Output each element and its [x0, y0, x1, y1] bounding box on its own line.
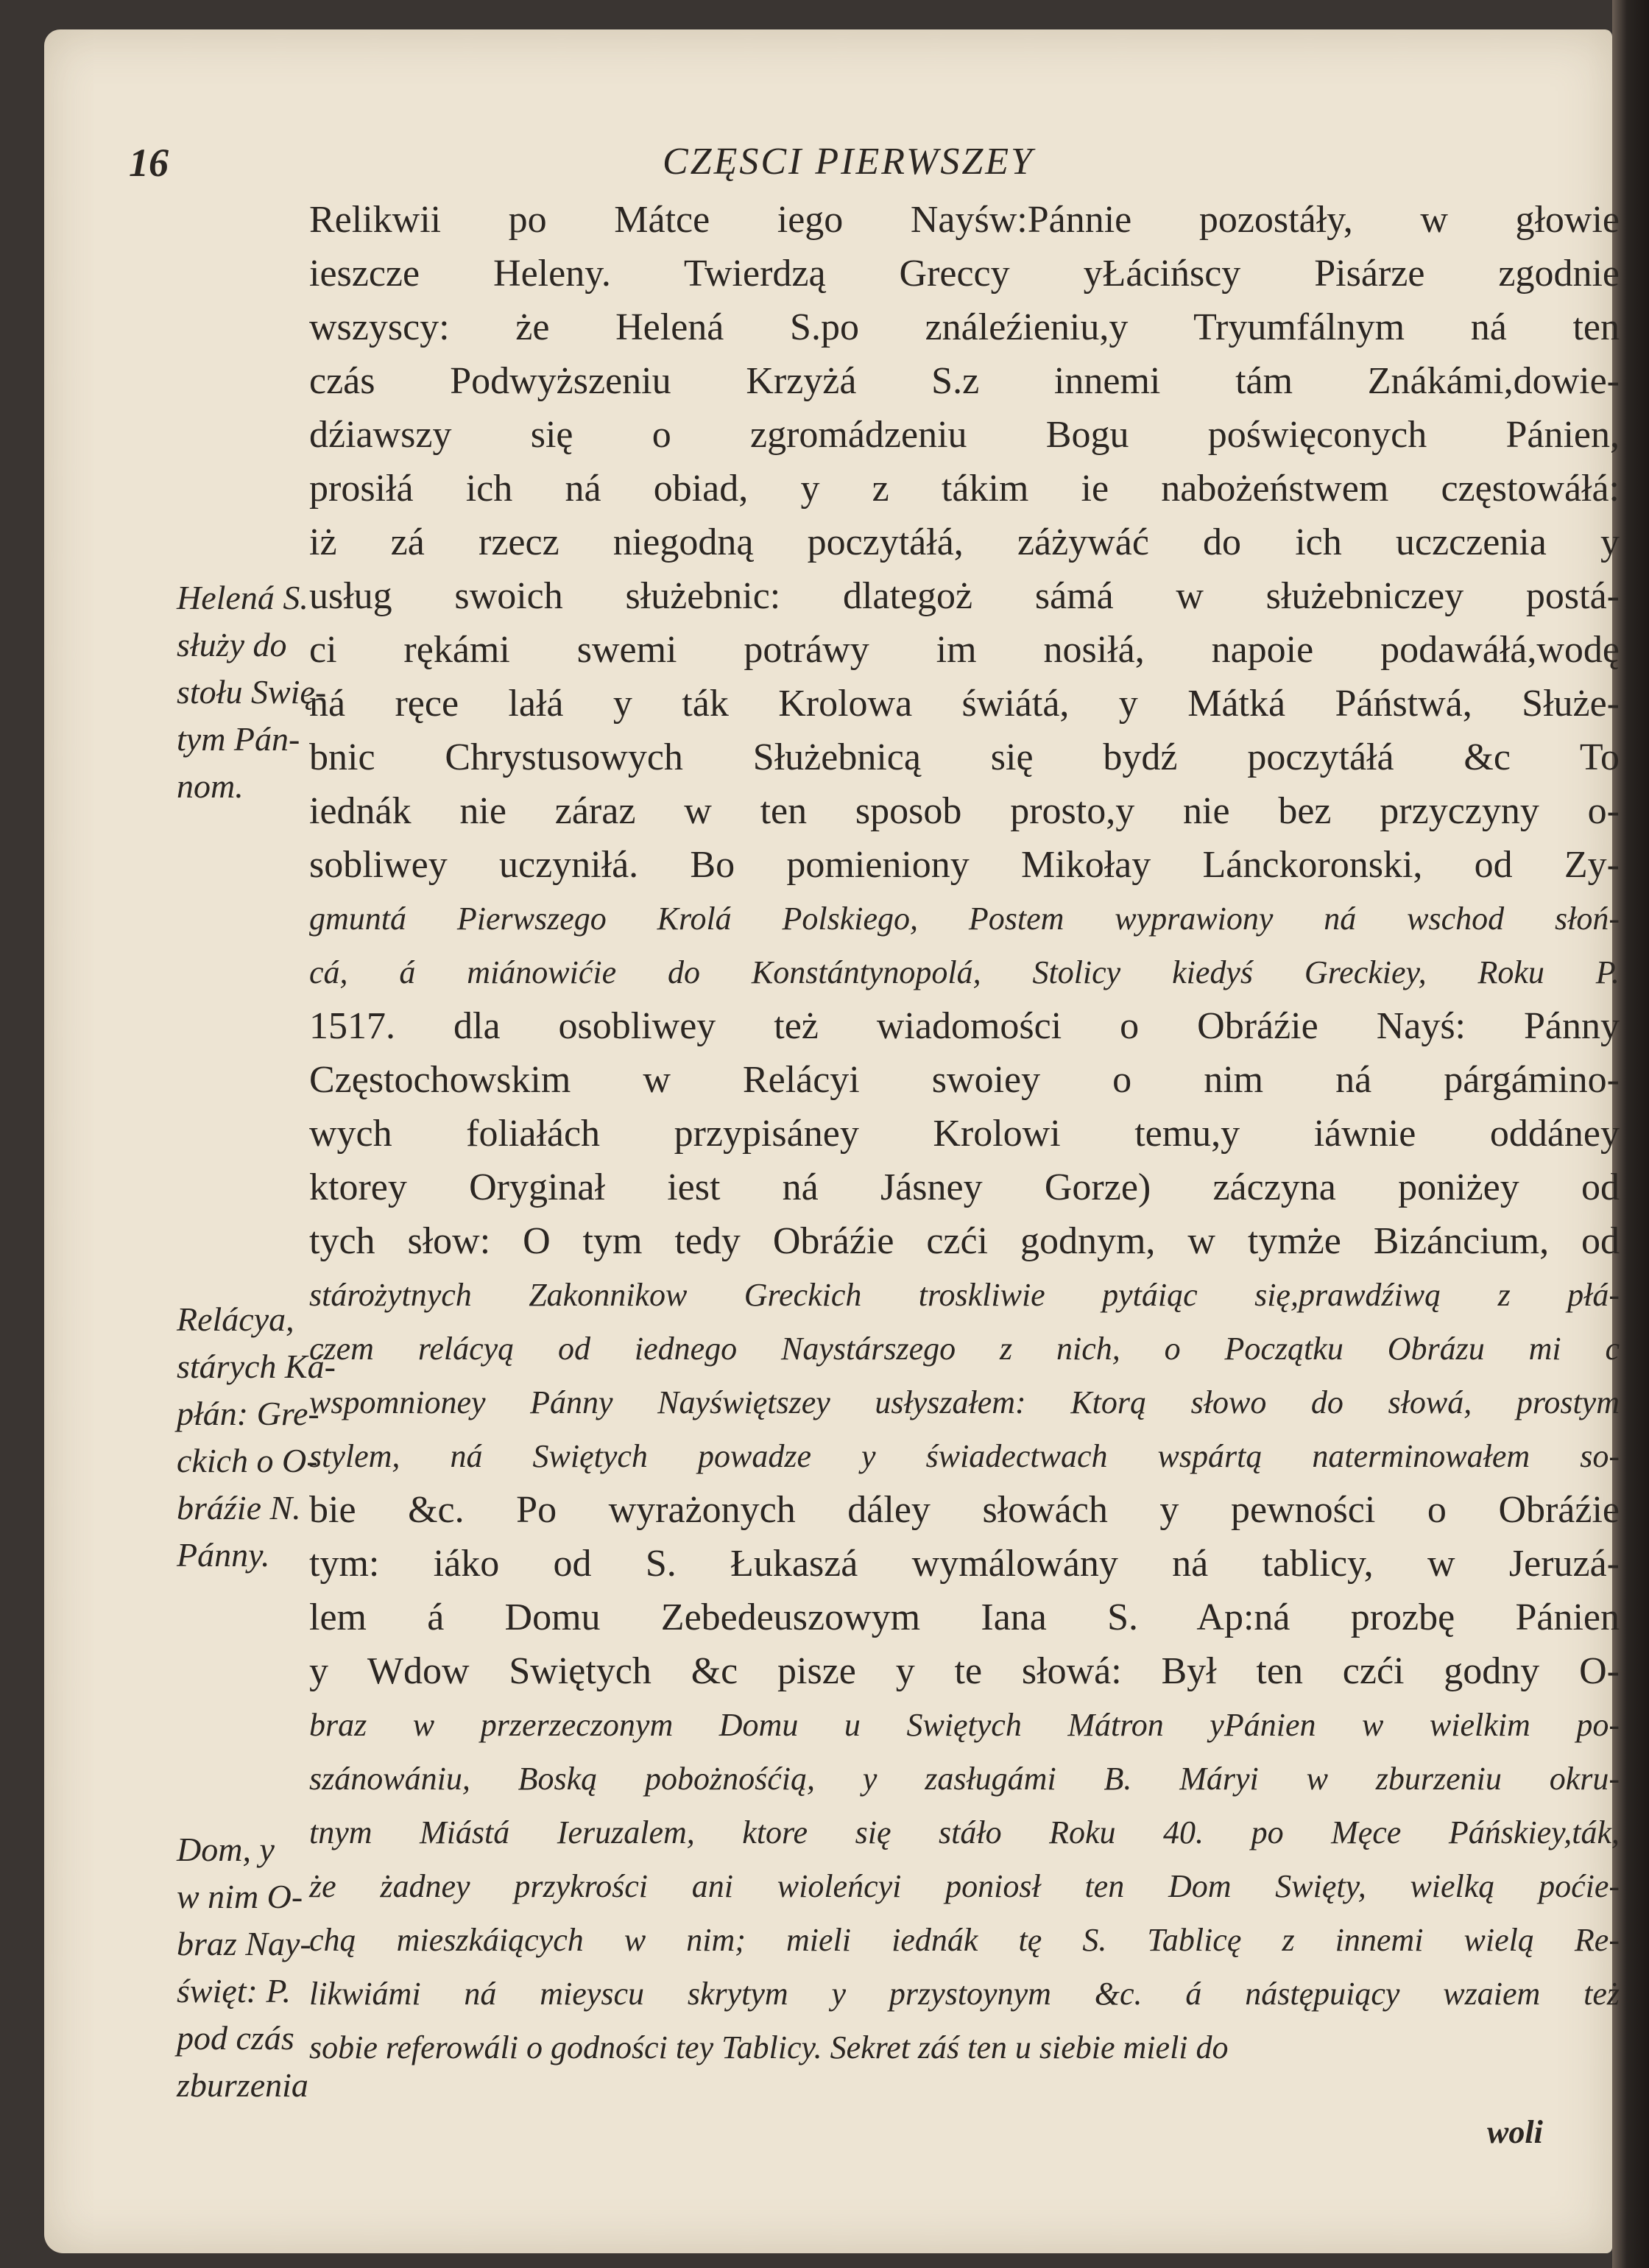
text-line: usług swoich służebnic: dlategoż sámá w służebniczey postá- — [309, 575, 1620, 617]
text-line: wszyscy: że Helená S.po ználeźieniu,y Tryumfálnym ná ten — [309, 306, 1620, 348]
text-line: ná ręce lałá y ták Krolowa świátá, y Mátká Páństwá, Służe- — [309, 683, 1620, 725]
text-line: wspomnioney Pánny Nayświętszey usłyszałem: Ktorą słowo do słowá, prostym — [309, 1384, 1620, 1420]
text-line: stylem, ná Swiętych powadze y świadectwach wspártą naterminowałem so- — [309, 1438, 1620, 1474]
margin-note-line: stołu Swię- — [177, 673, 327, 711]
margin-note-line: Pánny. — [177, 1536, 270, 1574]
text-line: stárożytnych Zakonnikow Greckich troskliwie pytáiąc się,prawdźiwą z płá- — [309, 1277, 1620, 1313]
text-line: 1517. dla osobliwey też wiadomości o Obráźie Nayś: Pánny — [309, 1005, 1620, 1047]
text-line: cá, á miánowićie do Konstántynopolá, Stolicy kiedyś Greckiey, Roku P. — [309, 954, 1620, 990]
book-page — [44, 29, 1620, 2253]
text-line: lem á Domu Zebedeuszowym Iana S. Ap:ná prozbę Pánien — [309, 1596, 1620, 1638]
margin-note-line: tym Pán- — [177, 720, 300, 758]
text-line: gmuntá Pierwszego Krolá Polskiego, Postem wyprawiony ná wschod słoń- — [309, 901, 1620, 937]
margin-note-dom — [177, 1826, 375, 2109]
text-line: sobliwey uczyniłá. Bo pomieniony Mikołay Lánckoronski, od Zy- — [309, 844, 1620, 886]
margin-note-line: w nim O- — [177, 1878, 303, 1915]
page-number: 16 — [129, 141, 169, 185]
margin-note-line: Relácya, — [177, 1300, 294, 1338]
margin-note-line: zburzenia — [177, 2066, 308, 2104]
text-line: tym: iáko od S. Łukaszá wymálowány ná tablicy, w Jeruzá- — [309, 1543, 1620, 1585]
margin-note-helena — [177, 574, 375, 810]
text-line: sobie referowáli o godności tey Tablicy. Sekret záś ten u siebie mieli do — [309, 2029, 1229, 2066]
text-line: bie &c. Po wyrażonych dáley słowách y pewności o Obráźie — [309, 1489, 1620, 1531]
margin-note-line: Helená S. — [177, 579, 308, 616]
text-line: chą mieszkáiących w nim; mieli iednák tę S. Tablicę z innemi wielą Re- — [309, 1922, 1620, 1958]
text-line: ci rękámi swemi potráwy im nosiłá, napoie podawáłá,wodę — [309, 629, 1620, 671]
page-header — [44, 140, 1612, 191]
text-line: wych foliałách przypisáney Krolowi temu,y iáwnie oddáney — [309, 1113, 1620, 1155]
text-line: braz w przerzeczonym Domu u Swiętych Mátron yPánien w wielkim po- — [309, 1707, 1620, 1743]
margin-note-relacya — [177, 1296, 375, 1579]
text-line: ktorey Oryginał iest ná Jásney Gorze) záczyna poniżey od — [309, 1166, 1620, 1208]
text-line: dźiawszy się o zgromádzeniu Bogu poświęconych Pánien, — [309, 414, 1620, 456]
margin-note-line: święt: P. — [177, 1972, 292, 2010]
text-line: czás Podwyższeniu Krzyżá S.z innemi tám Znákámi,dowie- — [309, 360, 1620, 402]
text-line: tych słow: O tym tedy Obráźie czći godnym, w tymże Bizáncium, od — [309, 1220, 1620, 1262]
margin-note-line: Dom, y — [177, 1831, 275, 1868]
text-line: że żadney przykrości ani wioleńcyi poniosł ten Dom Swięty, wielką poćie- — [309, 1868, 1620, 1904]
catchword: woli — [1487, 2114, 1543, 2150]
running-head: CZĘSCI PIERWSZEY — [663, 141, 1034, 183]
text-line: bnic Chrystusowych Służebnicą się bydź poczytáłá &c To — [309, 736, 1620, 778]
margin-note-line: służy do — [177, 626, 287, 663]
margin-note-line: ckich o O- — [177, 1442, 318, 1479]
margin-note-line: bráźie N. — [177, 1489, 301, 1526]
text-line: y Wdow Swiętych &c pisze y te słowá: Był ten czći godny O- — [309, 1650, 1620, 1692]
text-line: ieszcze Heleny. Twierdzą Greccy yŁácińscy Pisárze zgodnie — [309, 253, 1620, 295]
margin-note-line: braz Nay- — [177, 1925, 311, 1962]
margin-note-line: płán: Gre- — [177, 1395, 319, 1432]
text-line: prosiłá ich ná obiad, y z tákim ie nabożeństwem częstowáłá: — [309, 468, 1620, 510]
margin-note-line: stárych Ká- — [177, 1348, 336, 1385]
text-line: likwiámi ná mieyscu skrytym y przystoynym &c. á nástępuiący wzaiem też — [309, 1976, 1620, 2012]
main-text-column — [309, 193, 1620, 2074]
text-line: iednák nie záraz w ten sposob prosto,y nie bez przyczyny o- — [309, 790, 1620, 832]
text-line: czem relácyą od iednego Naystárszego z nich, o Początku Obrázu mi c — [309, 1331, 1620, 1367]
margin-note-line: pod czás — [177, 2019, 294, 2057]
text-line: iż zá rzecz niegodną poczytáłá, záżywáć do ich uczczenia y — [309, 521, 1620, 563]
text-line: Częstochowskim w Relácyi swoiey o nim ná párgámino- — [309, 1059, 1620, 1101]
text-line: Relikwii po Mátce iego Nayśw:Pánnie pozostáły, w głowie — [309, 199, 1620, 241]
text-line: tnym Miástá Ieruzalem, ktore się stáło Roku 40. po Męce Páńskiey,ták, — [309, 1814, 1620, 1850]
text-line: szánowániu, Boską pobożnośćią, y zasługámi B. Máryi w zburzeniu okru- — [309, 1761, 1620, 1797]
margin-note-line: nom. — [177, 767, 244, 805]
